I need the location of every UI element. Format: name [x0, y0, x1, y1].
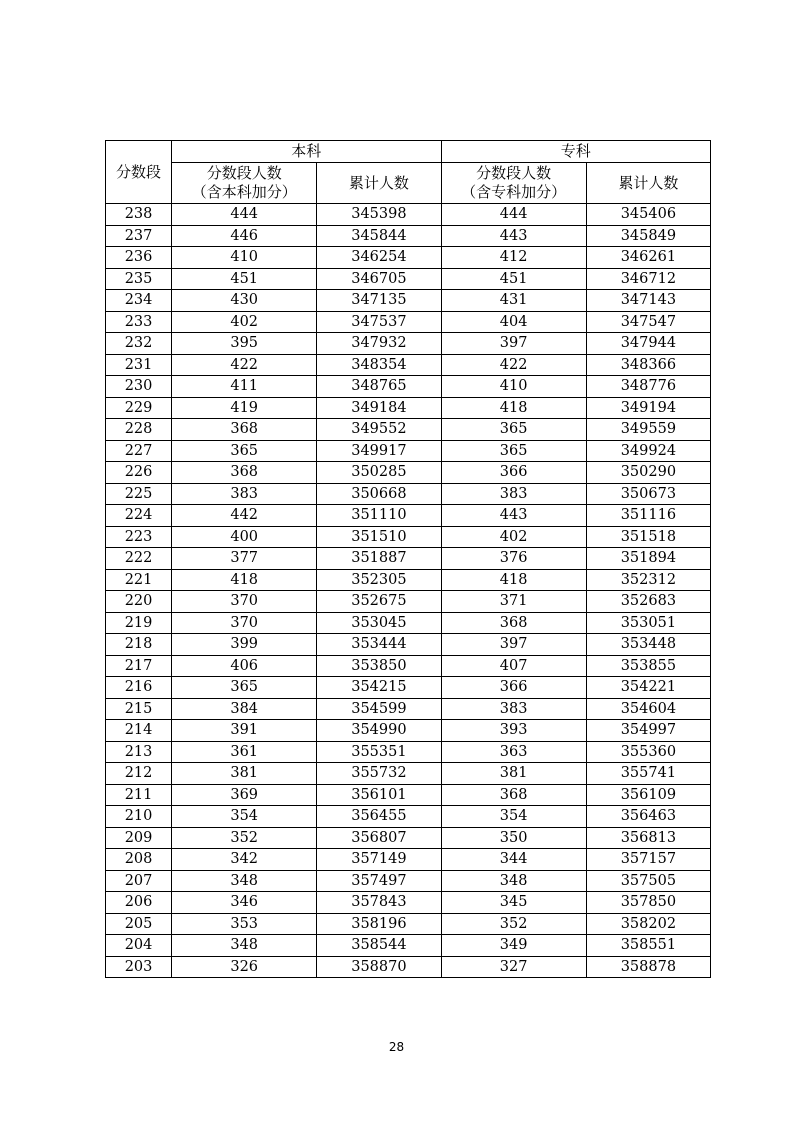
benke-cumulative-cell: 345844: [317, 225, 441, 247]
zhuanke-count-cell: 381: [441, 763, 586, 785]
table-row: [106, 462, 711, 484]
benke-cumulative-cell: 356455: [317, 806, 441, 828]
benke-count-cell: 354: [172, 806, 317, 828]
score-cell: 221: [106, 569, 172, 591]
score-cell: 216: [106, 677, 172, 699]
zhuanke-count-cell: 397: [441, 634, 586, 656]
benke-count-cell: 391: [172, 720, 317, 742]
benke-count-cell: 383: [172, 483, 317, 505]
benke-count-cell: 348: [172, 870, 317, 892]
score-cell: 215: [106, 698, 172, 720]
table-row: [106, 204, 711, 226]
table-row: [106, 483, 711, 505]
benke-cumulative-cell: 351110: [317, 505, 441, 527]
table-row: [106, 225, 711, 247]
zhuanke-count-cell: 418: [441, 397, 586, 419]
benke-cumulative-cell: 351510: [317, 526, 441, 548]
benke-cumulative-cell: 350668: [317, 483, 441, 505]
zhuanke-cumulative-cell: 356463: [586, 806, 710, 828]
score-cell: 213: [106, 741, 172, 763]
zhuanke-cumulative-cell: 354997: [586, 720, 710, 742]
zhuanke-count-cell: 327: [441, 956, 586, 978]
benke-cumulative-cell: 346254: [317, 247, 441, 269]
score-cell: 229: [106, 397, 172, 419]
table-row: [106, 290, 711, 312]
benke-count-cell: 370: [172, 612, 317, 634]
zhuanke-count-cell: 352: [441, 913, 586, 935]
zhuanke-count-cell: 350: [441, 827, 586, 849]
zhuanke-cumulative-cell: 350673: [586, 483, 710, 505]
score-cell: 209: [106, 827, 172, 849]
benke-count-cell: 370: [172, 591, 317, 613]
zhuanke-count-cell: 348: [441, 870, 586, 892]
table-row: [106, 763, 711, 785]
benke-cumulative-cell: 347932: [317, 333, 441, 355]
zhuanke-cumulative-cell: 355360: [586, 741, 710, 763]
benke-cumulative-cell: 357497: [317, 870, 441, 892]
score-cell: 230: [106, 376, 172, 398]
zhuanke-cumulative-cell: 358551: [586, 935, 710, 957]
benke-count-cell: 365: [172, 440, 317, 462]
zhuanke-cumulative-cell: 357850: [586, 892, 710, 914]
score-cell: 211: [106, 784, 172, 806]
table-row: [106, 892, 711, 914]
zhuanke-cumulative-cell: 352683: [586, 591, 710, 613]
zhuanke-count-cell: 345: [441, 892, 586, 914]
zhuanke-count-cell: 418: [441, 569, 586, 591]
header-group-zhuanke: 专科: [441, 141, 710, 163]
benke-cumulative-cell: 352305: [317, 569, 441, 591]
benke-count-cell: 361: [172, 741, 317, 763]
benke-count-cell: 381: [172, 763, 317, 785]
table-row: [106, 634, 711, 656]
table-row: [106, 354, 711, 376]
benke-cumulative-cell: 350285: [317, 462, 441, 484]
table-row: [106, 956, 711, 978]
zhuanke-cumulative-cell: 354604: [586, 698, 710, 720]
score-cell: 212: [106, 763, 172, 785]
benke-cumulative-cell: 349552: [317, 419, 441, 441]
benke-count-cell: 451: [172, 268, 317, 290]
zhuanke-cumulative-cell: 345406: [586, 204, 710, 226]
table-row: [106, 655, 711, 677]
benke-count-cell: 346: [172, 892, 317, 914]
zhuanke-cumulative-cell: 346712: [586, 268, 710, 290]
benke-cumulative-cell: 355732: [317, 763, 441, 785]
table-row: [106, 849, 711, 871]
table-row: [106, 677, 711, 699]
score-cell: 226: [106, 462, 172, 484]
score-cell: 220: [106, 591, 172, 613]
score-cell: 208: [106, 849, 172, 871]
zhuanke-cumulative-cell: 354221: [586, 677, 710, 699]
score-cell: 224: [106, 505, 172, 527]
benke-count-cell: 342: [172, 849, 317, 871]
score-cell: 238: [106, 204, 172, 226]
header-row-groups: [106, 141, 711, 163]
zhuanke-count-cell: 422: [441, 354, 586, 376]
benke-count-cell: 430: [172, 290, 317, 312]
score-cell: 227: [106, 440, 172, 462]
zhuanke-count-cell: 412: [441, 247, 586, 269]
zhuanke-count-cell: 402: [441, 526, 586, 548]
benke-count-cell: 395: [172, 333, 317, 355]
table-row: [106, 741, 711, 763]
table-row: [106, 569, 711, 591]
score-distribution-table: [105, 140, 711, 978]
header-benke-count-label: 分数段人数: [206, 164, 282, 182]
zhuanke-cumulative-cell: 347143: [586, 290, 710, 312]
header-benke-cumulative: 累计人数: [317, 163, 441, 204]
score-cell: 232: [106, 333, 172, 355]
table-row: [106, 505, 711, 527]
zhuanke-count-cell: 349: [441, 935, 586, 957]
zhuanke-cumulative-cell: 351518: [586, 526, 710, 548]
benke-cumulative-cell: 354215: [317, 677, 441, 699]
zhuanke-cumulative-cell: 350290: [586, 462, 710, 484]
zhuanke-cumulative-cell: 358202: [586, 913, 710, 935]
zhuanke-cumulative-cell: 353448: [586, 634, 710, 656]
zhuanke-cumulative-cell: 346261: [586, 247, 710, 269]
zhuanke-count-cell: 407: [441, 655, 586, 677]
benke-count-cell: 384: [172, 698, 317, 720]
zhuanke-count-cell: 444: [441, 204, 586, 226]
zhuanke-cumulative-cell: 353051: [586, 612, 710, 634]
benke-count-cell: 326: [172, 956, 317, 978]
zhuanke-cumulative-cell: 352312: [586, 569, 710, 591]
zhuanke-cumulative-cell: 356813: [586, 827, 710, 849]
zhuanke-count-cell: 376: [441, 548, 586, 570]
header-score-range: 分数段: [106, 141, 172, 204]
zhuanke-cumulative-cell: 345849: [586, 225, 710, 247]
zhuanke-count-cell: 344: [441, 849, 586, 871]
benke-cumulative-cell: 353045: [317, 612, 441, 634]
benke-cumulative-cell: 354990: [317, 720, 441, 742]
table-row: [106, 419, 711, 441]
score-cell: 236: [106, 247, 172, 269]
score-cell: 203: [106, 956, 172, 978]
benke-cumulative-cell: 354599: [317, 698, 441, 720]
zhuanke-cumulative-cell: 357505: [586, 870, 710, 892]
zhuanke-cumulative-cell: 348776: [586, 376, 710, 398]
zhuanke-count-cell: 383: [441, 698, 586, 720]
benke-count-cell: 348: [172, 935, 317, 957]
benke-count-cell: 419: [172, 397, 317, 419]
benke-cumulative-cell: 357843: [317, 892, 441, 914]
table-row: [106, 440, 711, 462]
table-row: [106, 870, 711, 892]
zhuanke-count-cell: 363: [441, 741, 586, 763]
benke-cumulative-cell: 358544: [317, 935, 441, 957]
benke-cumulative-cell: 358870: [317, 956, 441, 978]
benke-count-cell: 406: [172, 655, 317, 677]
benke-count-cell: 352: [172, 827, 317, 849]
table-row: [106, 720, 711, 742]
benke-count-cell: 402: [172, 311, 317, 333]
benke-count-cell: 446: [172, 225, 317, 247]
zhuanke-count-cell: 393: [441, 720, 586, 742]
zhuanke-count-cell: 431: [441, 290, 586, 312]
zhuanke-cumulative-cell: 351116: [586, 505, 710, 527]
benke-count-cell: 368: [172, 462, 317, 484]
score-cell: 235: [106, 268, 172, 290]
benke-count-cell: 353: [172, 913, 317, 935]
zhuanke-count-cell: 371: [441, 591, 586, 613]
table-row: [106, 612, 711, 634]
benke-cumulative-cell: 353444: [317, 634, 441, 656]
zhuanke-count-cell: 397: [441, 333, 586, 355]
header-benke-count: [172, 163, 317, 204]
benke-count-cell: 399: [172, 634, 317, 656]
table-row: [106, 827, 711, 849]
score-cell: 223: [106, 526, 172, 548]
table-row: [106, 526, 711, 548]
benke-count-cell: 365: [172, 677, 317, 699]
score-cell: 237: [106, 225, 172, 247]
benke-count-cell: 410: [172, 247, 317, 269]
table-row: [106, 268, 711, 290]
score-cell: 234: [106, 290, 172, 312]
table-row: [106, 333, 711, 355]
score-table-container: [105, 140, 711, 978]
benke-cumulative-cell: 353850: [317, 655, 441, 677]
benke-cumulative-cell: 351887: [317, 548, 441, 570]
zhuanke-count-cell: 368: [441, 784, 586, 806]
benke-cumulative-cell: 345398: [317, 204, 441, 226]
table-row: [106, 376, 711, 398]
score-cell: 204: [106, 935, 172, 957]
zhuanke-cumulative-cell: 353855: [586, 655, 710, 677]
zhuanke-cumulative-cell: 349924: [586, 440, 710, 462]
benke-cumulative-cell: 349917: [317, 440, 441, 462]
benke-count-cell: 400: [172, 526, 317, 548]
score-cell: 231: [106, 354, 172, 376]
table-row: [106, 935, 711, 957]
table-row: [106, 784, 711, 806]
zhuanke-cumulative-cell: 355741: [586, 763, 710, 785]
header-zhuanke-count-label: 分数段人数: [476, 164, 552, 182]
benke-cumulative-cell: 356101: [317, 784, 441, 806]
benke-cumulative-cell: 355351: [317, 741, 441, 763]
zhuanke-cumulative-cell: 349194: [586, 397, 710, 419]
benke-cumulative-cell: 348354: [317, 354, 441, 376]
header-row-columns: [106, 163, 711, 204]
zhuanke-cumulative-cell: 351894: [586, 548, 710, 570]
score-cell: 205: [106, 913, 172, 935]
zhuanke-count-cell: 383: [441, 483, 586, 505]
zhuanke-count-cell: 368: [441, 612, 586, 634]
header-zhuanke-count: [441, 163, 586, 204]
header-benke-count-note: （含本科加分）: [191, 183, 297, 201]
zhuanke-count-cell: 366: [441, 462, 586, 484]
header-zhuanke-count-note: （含专科加分）: [461, 183, 567, 201]
score-cell: 225: [106, 483, 172, 505]
benke-cumulative-cell: 357149: [317, 849, 441, 871]
benke-cumulative-cell: 349184: [317, 397, 441, 419]
header-group-benke: 本科: [172, 141, 441, 163]
zhuanke-count-cell: 451: [441, 268, 586, 290]
score-cell: 217: [106, 655, 172, 677]
benke-count-cell: 418: [172, 569, 317, 591]
zhuanke-count-cell: 443: [441, 505, 586, 527]
zhuanke-cumulative-cell: 358878: [586, 956, 710, 978]
benke-cumulative-cell: 356807: [317, 827, 441, 849]
score-cell: 222: [106, 548, 172, 570]
zhuanke-count-cell: 365: [441, 440, 586, 462]
score-cell: 206: [106, 892, 172, 914]
zhuanke-cumulative-cell: 356109: [586, 784, 710, 806]
table-row: [106, 397, 711, 419]
table-row: [106, 311, 711, 333]
benke-count-cell: 369: [172, 784, 317, 806]
benke-cumulative-cell: 358196: [317, 913, 441, 935]
score-cell: 233: [106, 311, 172, 333]
zhuanke-count-cell: 366: [441, 677, 586, 699]
score-cell: 228: [106, 419, 172, 441]
zhuanke-count-cell: 354: [441, 806, 586, 828]
table-body: [106, 204, 711, 978]
zhuanke-count-cell: 365: [441, 419, 586, 441]
benke-cumulative-cell: 346705: [317, 268, 441, 290]
benke-cumulative-cell: 352675: [317, 591, 441, 613]
score-cell: 210: [106, 806, 172, 828]
zhuanke-cumulative-cell: 347547: [586, 311, 710, 333]
table-row: [106, 591, 711, 613]
zhuanke-count-cell: 443: [441, 225, 586, 247]
benke-count-cell: 444: [172, 204, 317, 226]
table-row: [106, 806, 711, 828]
benke-cumulative-cell: 347537: [317, 311, 441, 333]
score-cell: 207: [106, 870, 172, 892]
benke-count-cell: 442: [172, 505, 317, 527]
header-zhuanke-cumulative: 累计人数: [586, 163, 710, 204]
benke-count-cell: 411: [172, 376, 317, 398]
table-row: [106, 913, 711, 935]
zhuanke-count-cell: 404: [441, 311, 586, 333]
score-cell: 218: [106, 634, 172, 656]
table-row: [106, 548, 711, 570]
table-row: [106, 247, 711, 269]
page-number: 28: [388, 1040, 405, 1054]
zhuanke-cumulative-cell: 347944: [586, 333, 710, 355]
score-cell: 214: [106, 720, 172, 742]
zhuanke-count-cell: 410: [441, 376, 586, 398]
benke-count-cell: 422: [172, 354, 317, 376]
zhuanke-cumulative-cell: 349559: [586, 419, 710, 441]
benke-count-cell: 377: [172, 548, 317, 570]
score-cell: 219: [106, 612, 172, 634]
table-row: [106, 698, 711, 720]
zhuanke-cumulative-cell: 348366: [586, 354, 710, 376]
benke-cumulative-cell: 348765: [317, 376, 441, 398]
zhuanke-cumulative-cell: 357157: [586, 849, 710, 871]
benke-cumulative-cell: 347135: [317, 290, 441, 312]
benke-count-cell: 368: [172, 419, 317, 441]
